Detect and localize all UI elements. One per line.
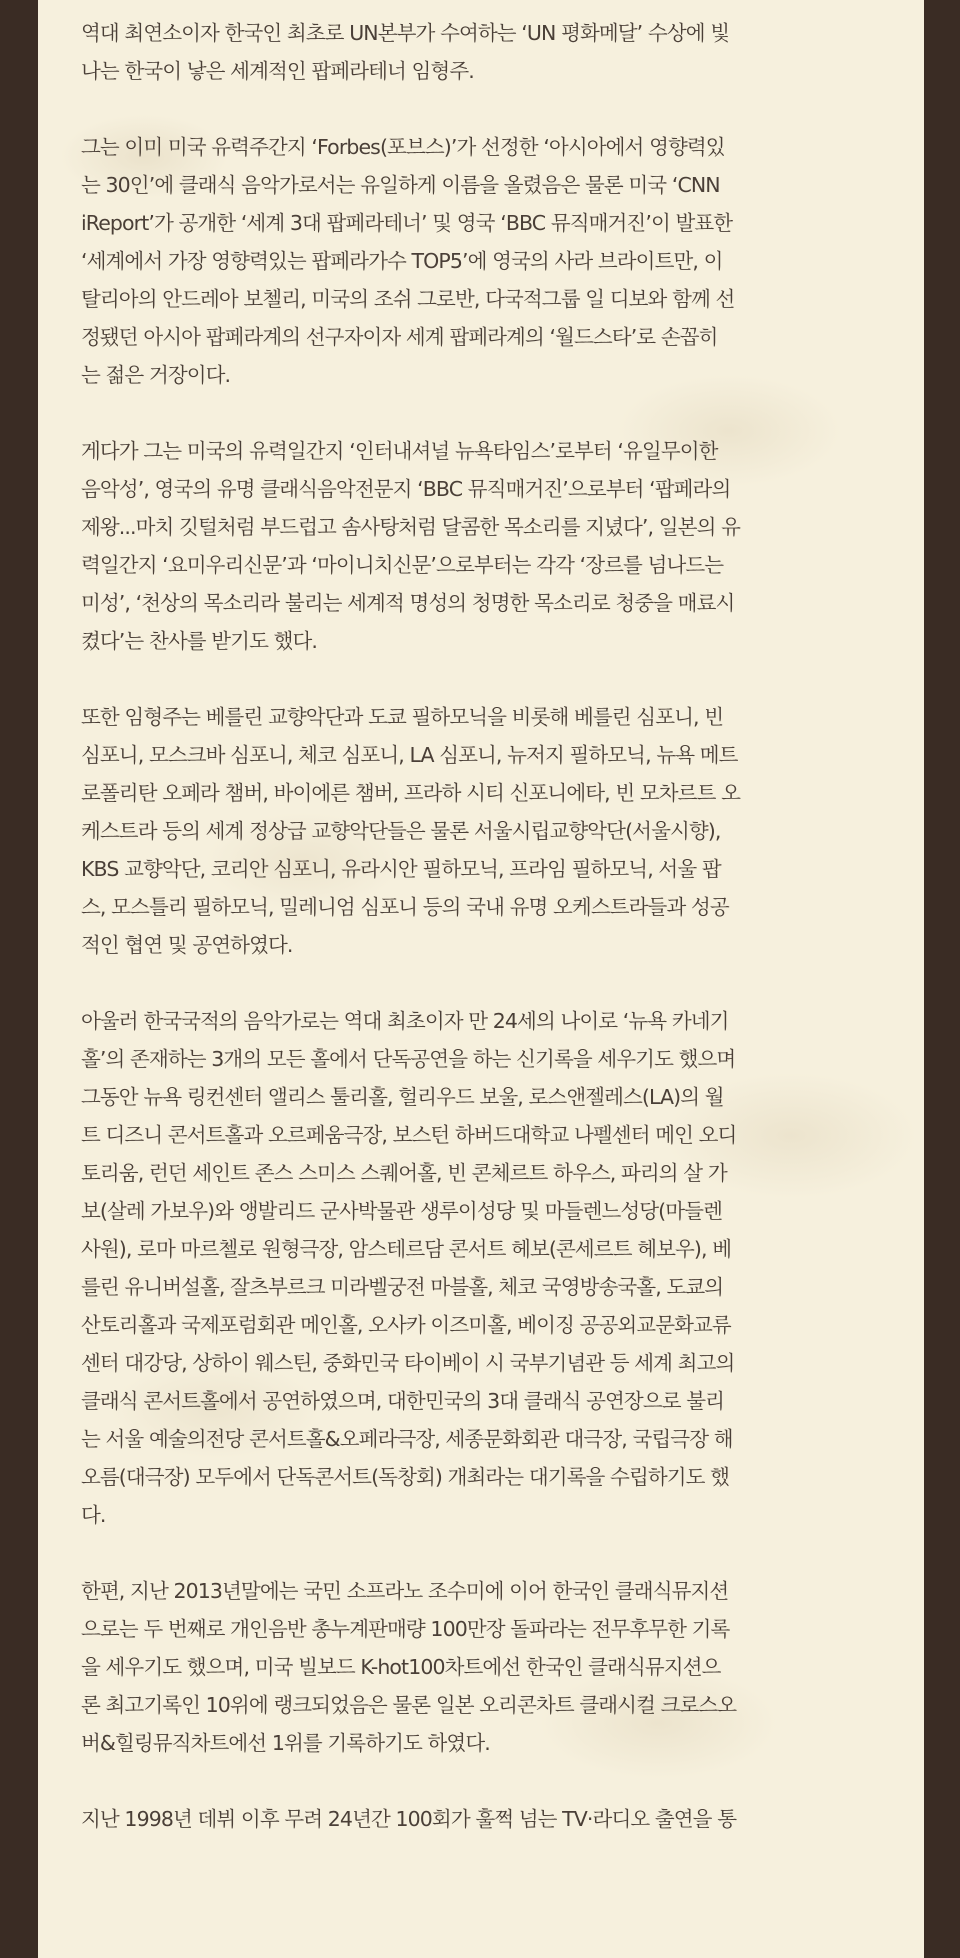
text-line: 음악성’, 영국의 유명 클래식음악전문지 ‘BBC 뮤직매거진’으로부터 ‘팝페라의	[81, 477, 731, 501]
text-line: 력일간지 ‘요미우리신문’과 ‘마이니치신문’으로부터는 각각 ‘장르를 넘나드는	[81, 553, 724, 577]
text-line: 홀’의 존재하는 3개의 모든 홀에서 단독공연을 하는 신기록을 세우기도 했으며	[81, 1047, 736, 1071]
text-line: 아울러 한국국적의 음악가로는 역대 최초이자 만 24세의 나이로 ‘뉴욕 카네기	[81, 1009, 729, 1033]
text-line: 사원), 로마 마르첼로 원형극장, 암스테르담 콘서트 헤보(콘세르트 헤보우), 베	[81, 1237, 732, 1261]
text-line: 정됐던 아시아 팝페라계의 선구자이자 세계 팝페라계의 ‘월드스타’로 손꼽히	[81, 325, 718, 349]
text-line: KBS 교향악단, 코리안 심포니, 유라시안 필하모닉, 프라임 필하모닉, 서울 팝	[81, 857, 721, 881]
text-line: 그는 이미 미국 유력주간지 ‘Forbes(포브스)’가 선정한 ‘아시아에서 영향력있	[81, 135, 725, 159]
text-line: 으로는 두 번째로 개인음반 총누계판매량 100만장 돌파라는 전무후무한 기록	[81, 1617, 730, 1641]
text-line: 는 서울 예술의전당 콘서트홀&오페라극장, 세종문화회관 대극장, 국립극장 해	[81, 1427, 733, 1451]
text-line: 심포니, 모스크바 심포니, 체코 심포니, LA 심포니, 뉴저지 필하모닉, 뉴욕 메트	[81, 743, 738, 767]
text-line: 센터 대강당, 상하이 웨스틴, 중화민국 타이베이 시 국부기념관 등 세계 최고의	[81, 1351, 735, 1375]
text-line: 그동안 뉴욕 링컨센터 앨리스 툴리홀, 헐리우드 보울, 로스앤젤레스(LA)의 월	[81, 1085, 724, 1109]
text-line: 탈리아의 안드레아 보첼리, 미국의 조쉬 그로반, 다국적그룹 일 디보와 함께 선	[81, 287, 735, 311]
text-line: ‘세계에서 가장 영향력있는 팝페라가수 TOP5’에 영국의 사라 브라이트만, 이	[81, 249, 723, 273]
text-line: 을 세우기도 했으며, 미국 빌보드 K-hot100차트에선 한국인 클래식뮤지션으	[81, 1655, 721, 1679]
text-line: 미성’, ‘천상의 목소리라 불리는 세계적 명성의 청명한 목소리로 청중을 매료시	[81, 591, 735, 615]
text-line: 나는 한국이 낳은 세계적인 팝페라테너 임형주.	[81, 59, 474, 83]
text-line: 적인 협연 및 공연하였다.	[81, 933, 293, 957]
text-line: 오름(대극장) 모두에서 단독콘서트(독창회) 개최라는 대기록을 수립하기도 했	[81, 1465, 730, 1489]
text-line: 한편, 지난 2013년말에는 국민 소프라노 조수미에 이어 한국인 클래식뮤지션	[81, 1579, 729, 1603]
paragraph-concert-halls	[81, 1002, 921, 1534]
paragraph-un-peace-medal	[81, 14, 921, 90]
paragraph-orchestras	[81, 698, 921, 964]
text-line: 토리움, 런던 세인트 존스 스미스 스퀘어홀, 빈 콘체르트 하우스, 파리의 살 가	[81, 1161, 727, 1185]
paragraph-press-praise	[81, 432, 921, 660]
text-line: iReport’가 공개한 ‘세계 3대 팝페라테너’ 및 영국 ‘BBC 뮤직매거진’이 발표한	[81, 211, 733, 235]
text-line: 케스트라 등의 세계 정상급 교향악단들은 물론 서울시립교향악단(서울시향),	[81, 819, 721, 843]
text-line: 클래식 콘서트홀에서 공연하였으며, 대한민국의 3대 클래식 공연장으로 불리	[81, 1389, 725, 1413]
text-line: 또한 임형주는 베를린 교향악단과 도쿄 필하모닉을 비롯해 베를린 심포니, 빈	[81, 705, 724, 729]
article-body	[81, 0, 921, 1838]
text-line: 제왕...마치 깃털처럼 부드럽고 솜사탕처럼 달콤한 목소리를 지녔다’, 일본의 유	[81, 515, 741, 539]
text-line: 는 젊은 거장이다.	[81, 363, 231, 387]
paragraph-album-sales	[81, 1572, 921, 1762]
text-line: 스, 모스틀리 필하모닉, 밀레니엄 심포니 등의 국내 유명 오케스트라들과 성공	[81, 895, 729, 919]
text-line: 를린 유니버설홀, 잘츠부르크 미라벨궁전 마블홀, 체코 국영방송국홀, 도쿄의	[81, 1275, 724, 1299]
text-line: 보(살레 가보우)와 앵발리드 군사박물관 생루이성당 및 마들렌느성당(마들렌	[81, 1199, 722, 1223]
text-line: 역대 최연소이자 한국인 최초로 UN본부가 수여하는 ‘UN 평화메달’ 수상에 빛	[81, 21, 730, 45]
paragraph-forbes	[81, 128, 921, 394]
text-line: 게다가 그는 미국의 유력일간지 ‘인터내셔널 뉴욕타임스’로부터 ‘유일무이한	[81, 439, 718, 463]
text-line: 론 최고기록인 10위에 랭크되었음은 물론 일본 오리콘차트 클래시컬 크로스오	[81, 1693, 737, 1717]
text-line: 버&힐링뮤직차트에선 1위를 기록하기도 하였다.	[81, 1731, 490, 1755]
text-line: 트 디즈니 콘서트홀과 오르페움극장, 보스턴 하버드대학교 나펠센터 메인 오디	[81, 1123, 737, 1147]
text-line: 다.	[81, 1503, 106, 1527]
text-line: 는 30인’에 클래식 음악가로서는 유일하게 이름을 올렸음은 물론 미국 ‘CNN	[81, 173, 720, 197]
text-line: 산토리홀과 국제포럼회관 메인홀, 오사카 이즈미홀, 베이징 공공외교문화교류	[81, 1313, 731, 1337]
text-line: 켰다’는 찬사를 받기도 했다.	[81, 629, 318, 653]
cutoff-text-line: 지난 1998년 데뷔 이후 무려 24년간 100회가 훌쩍 넘는 TV·라디오 출연을 통	[81, 1807, 737, 1831]
article-page	[38, 0, 924, 1958]
text-line: 로폴리탄 오페라 챔버, 바이에른 챔버, 프라하 시티 신포니에타, 빈 모차르트 오	[81, 781, 741, 805]
